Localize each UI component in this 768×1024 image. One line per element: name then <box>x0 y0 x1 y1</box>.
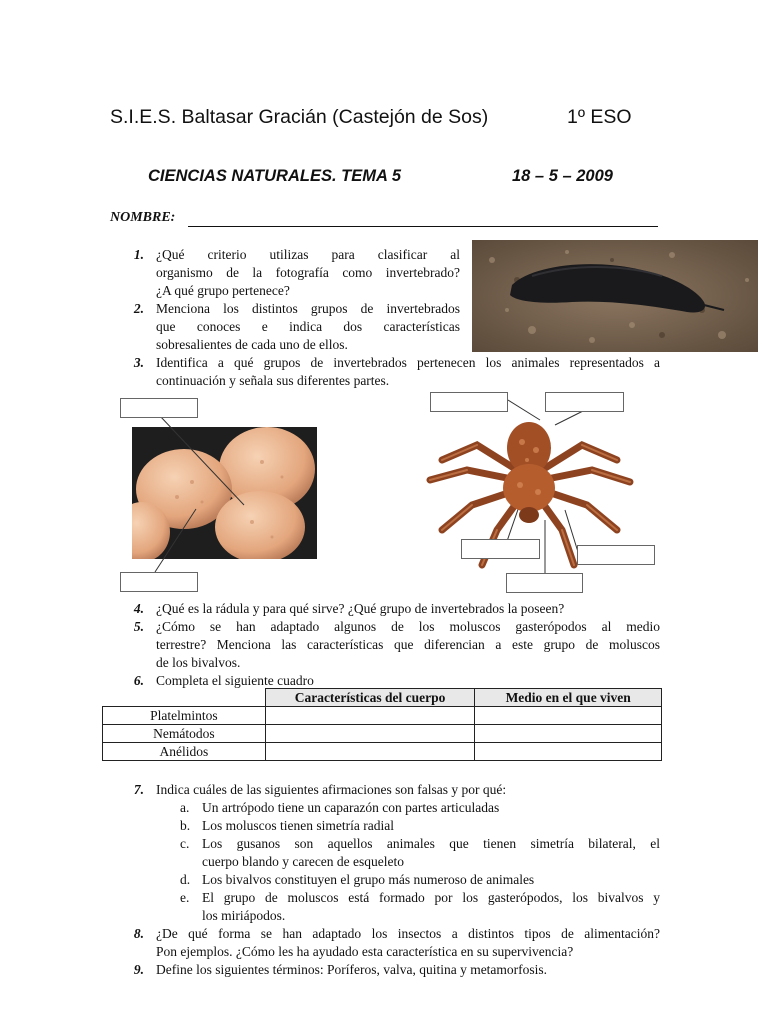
answer-box[interactable] <box>506 573 583 593</box>
statement-letter: b. <box>180 818 191 833</box>
question-number: 1. <box>133 247 144 262</box>
answer-box[interactable] <box>430 392 508 412</box>
question-5-line: ¿Cómo se han adaptado algunos de los moluscos gasterópodos al medio <box>156 619 660 634</box>
name-field-line[interactable] <box>188 226 658 227</box>
question-number: 4. <box>133 601 144 616</box>
table-corner <box>103 689 266 707</box>
sponge-photo <box>132 427 317 559</box>
question-3-line: Identifica a qué grupos de invertebrados pertenecen los animales representados a <box>156 355 660 370</box>
question-number: 8. <box>133 926 144 941</box>
slug-photo <box>472 240 758 352</box>
statement-text: Un artrópodo tiene un caparazón con partes articuladas <box>202 800 500 815</box>
table-row <box>103 725 662 743</box>
question-8-line: ¿De qué forma se han adaptado los insectos a distintos tipos de alimentación? <box>156 926 660 941</box>
question-number: 6. <box>133 673 144 688</box>
table-header: Características del cuerpo <box>265 689 475 707</box>
exam-date: 18 – 5 – 2009 <box>512 167 613 185</box>
question-1-line: ¿A qué grupo pertenece? <box>156 283 290 298</box>
question-3-line: continuación y señala sus diferentes partes. <box>156 373 390 388</box>
question-1-line: ¿Qué criterio utilizas para clasificar al <box>156 247 460 262</box>
table-cell[interactable] <box>265 707 475 725</box>
question-7-line: Indica cuáles de las siguientes afirmaciones son falsas y por qué: <box>156 782 507 797</box>
name-label: NOMBRE: <box>110 210 176 225</box>
question-8-line: Pon ejemplos. ¿Cómo les ha ayudado esta característica en su supervivencia? <box>156 944 574 959</box>
statement-letter: c. <box>180 836 190 851</box>
answer-box[interactable] <box>120 572 198 592</box>
statement-letter: e. <box>180 890 190 905</box>
table-row <box>103 707 662 725</box>
statement-letter: d. <box>180 872 191 887</box>
grade-label: 1º ESO <box>567 106 632 128</box>
table-cell[interactable] <box>265 725 475 743</box>
statement-text: El grupo de moluscos está formado por los gasterópodos, los bivalvos y <box>202 890 660 905</box>
classification-table <box>102 688 662 761</box>
question-1-line: organismo de la fotografía como invertebrado? <box>156 265 460 280</box>
statement-text: Los bivalvos constituyen el grupo más numeroso de animales <box>202 872 535 887</box>
statement-text: Los moluscos tienen simetría radial <box>202 818 394 833</box>
row-label: Platelmintos <box>103 707 266 725</box>
question-2-line: Menciona los distintos grupos de invertebrados <box>156 301 460 316</box>
table-cell[interactable] <box>475 725 662 743</box>
table-header: Medio en el que viven <box>475 689 662 707</box>
row-label: Nemátodos <box>103 725 266 743</box>
statement-text: los miriápodos. <box>202 908 286 923</box>
question-number: 9. <box>133 962 144 977</box>
question-2-line: que conoces e indica dos características <box>156 319 460 334</box>
subject-title: CIENCIAS NATURALES. TEMA 5 <box>148 167 402 185</box>
answer-box[interactable] <box>545 392 624 412</box>
question-2-line: sobresalientes de cada uno de ellos. <box>156 337 348 352</box>
question-number: 2. <box>133 301 144 316</box>
question-5-line: de los bivalvos. <box>156 655 241 670</box>
table-row <box>103 743 662 761</box>
question-4-line: ¿Qué es la rádula y para qué sirve? ¿Qué grupo de invertebrados la poseen? <box>156 601 565 616</box>
question-number: 3. <box>133 355 144 370</box>
question-number: 7. <box>133 782 144 797</box>
table-cell[interactable] <box>475 743 662 761</box>
question-9-line: Define los siguientes términos: Poríferos, valva, quitina y metamorfosis. <box>156 962 548 977</box>
school-title: S.I.E.S. Baltasar Gracián (Castejón de Sos) <box>110 106 489 128</box>
row-label: Anélidos <box>103 743 266 761</box>
statement-text: Los gusanos son aquellos animales que tienen simetría bilateral, el <box>202 836 660 851</box>
question-6-line: Completa el siguiente cuadro <box>156 673 314 688</box>
statement-letter: a. <box>180 800 190 815</box>
answer-box[interactable] <box>577 545 655 565</box>
answer-box[interactable] <box>461 539 540 559</box>
table-cell[interactable] <box>475 707 662 725</box>
question-number: 5. <box>133 619 144 634</box>
table-cell[interactable] <box>265 743 475 761</box>
question-5-line: terrestre? Menciona las características que diferencian a este grupo de moluscos <box>156 637 660 652</box>
answer-box[interactable] <box>120 398 198 418</box>
statement-text: cuerpo blando y carecen de esqueleto <box>202 854 405 869</box>
